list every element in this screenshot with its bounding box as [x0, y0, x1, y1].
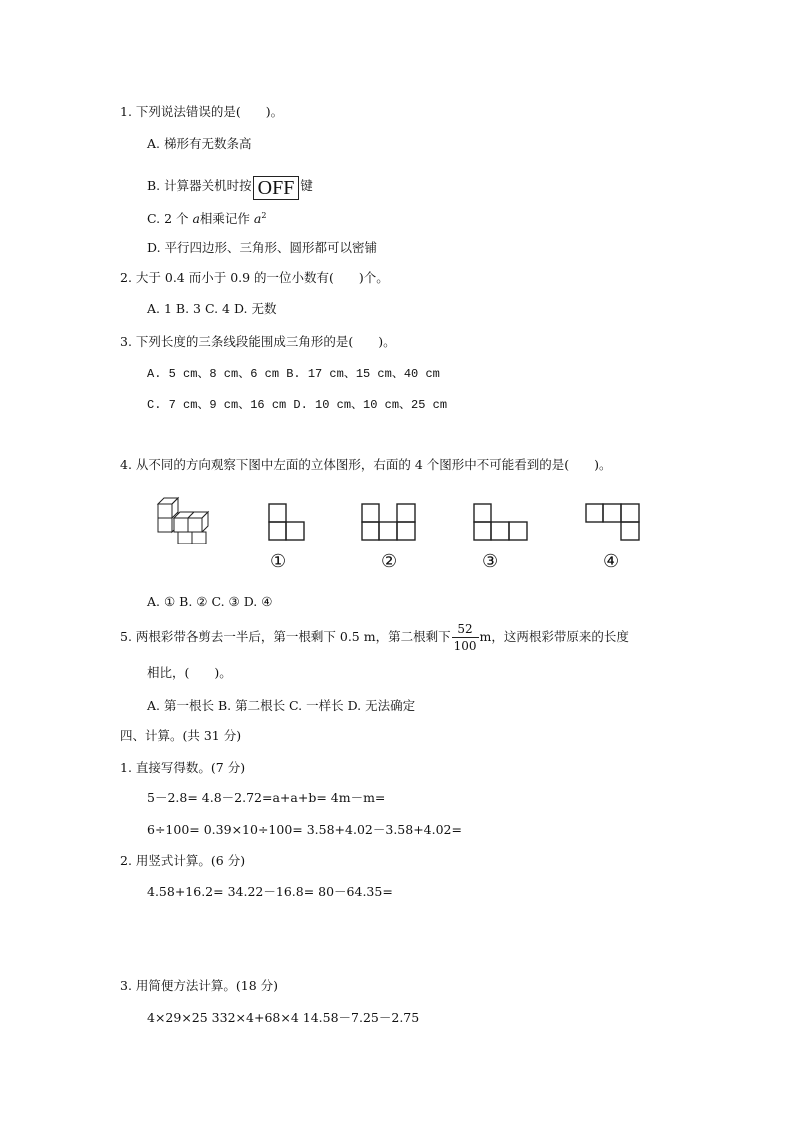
q3-options-1: A. 5 cm、8 cm、6 cm B. 17 cm、15 cm、40 cm — [147, 367, 440, 381]
q1-option-b-suffix: 键 — [300, 178, 313, 193]
q5-stem-line2: 相比，( )。 — [147, 665, 232, 680]
q1-option-b-text: B. 计算器关机时按 — [147, 178, 252, 193]
q5-fraction-denominator: 100 — [453, 639, 477, 653]
s4-part2-line1: 4.58+16.2= 34.22－16.8= 80－64.35= — [147, 884, 393, 899]
q2-options: A. 1 B. 3 C. 4 D. 无数 — [147, 301, 277, 316]
q5-fraction — [452, 621, 479, 654]
s4-part2-title: 2. 用竖式计算。(6 分) — [120, 853, 246, 868]
view-label-1: ① — [270, 551, 287, 572]
q5-options: A. 第一根长 B. 第二根长 C. 一样长 D. 无法确定 — [147, 698, 416, 713]
q5-stem-suffix: m，这两根彩带原来的长度 — [479, 629, 629, 644]
off-key-box: OFF — [253, 176, 300, 200]
view-figure-2 — [361, 503, 417, 541]
q1-option-c — [147, 207, 266, 228]
s4-part3-title: 3. 用简便方法计算。(18 分) — [120, 978, 279, 993]
s4-part3-line1: 4×29×25 332×4+68×4 14.58－7.25－2.75 — [147, 1010, 420, 1025]
cube-stack-figure — [150, 490, 214, 544]
section4-title: 四、计算。(共 31 分) — [120, 728, 242, 743]
q3-stem: 3. 下列长度的三条线段能围成三角形的是( )。 — [120, 334, 396, 349]
q1-option-c-mid: 相乘记作 — [199, 211, 254, 227]
q4-stem: 4. 从不同的方向观察下图中左面的立体图形，右面的 4 个图形中不可能看到的是( )。 — [120, 457, 612, 472]
q1-stem: 1. 下列说法错误的是( )。 — [120, 104, 284, 119]
q1-option-c-base: a — [253, 211, 262, 227]
q5-stem — [120, 621, 629, 654]
view-label-3: ③ — [482, 551, 499, 572]
q2-stem: 2. 大于 0.4 而小于 0.9 的一位小数有( )个。 — [120, 270, 389, 285]
q5-stem-text: 5. 两根彩带各剪去一半后，第一根剩下 0.5 m，第二根剩下 — [120, 629, 451, 644]
view-figure-4 — [585, 503, 641, 541]
s4-part1-line2: 6÷100= 0.39×10÷100= 3.58+4.02－3.58+4.02= — [147, 822, 462, 837]
q1-option-c-var: a — [192, 211, 200, 227]
q1-option-c-text: C. 2 个 — [147, 211, 193, 227]
q5-fraction-numerator: 52 — [452, 621, 479, 638]
view-figure-3 — [473, 503, 529, 541]
s4-part1-title: 1. 直接写得数。(7 分) — [120, 760, 246, 775]
s4-part1-line1: 5－2.8= 4.8－2.72=a+a+b= 4m－m= — [147, 790, 386, 805]
view-label-2: ② — [381, 551, 398, 572]
q1-option-d: D. 平行四边形、三角形、圆形都可以密铺 — [147, 240, 378, 255]
view-label-4: ④ — [603, 551, 620, 572]
view-figure-1 — [268, 503, 306, 541]
q3-options-2: C. 7 cm、9 cm、16 cm D. 10 cm、10 cm、25 cm — [147, 398, 448, 412]
q1-option-c-exp: 2 — [261, 211, 267, 220]
q4-options: A. ① B. ② C. ③ D. ④ — [147, 594, 273, 609]
q1-option-b — [147, 176, 313, 200]
q1-option-a: A. 梯形有无数条高 — [147, 136, 252, 151]
